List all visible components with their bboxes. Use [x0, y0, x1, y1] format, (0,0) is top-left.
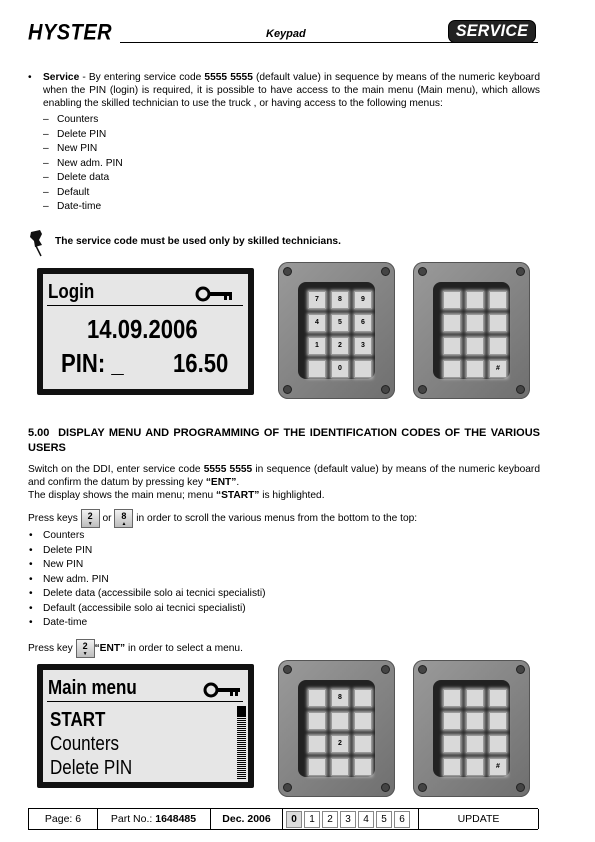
- lcd-menu-item-selected: START: [50, 709, 106, 731]
- keypad-key[interactable]: 4: [308, 314, 326, 332]
- screw-icon: [418, 783, 427, 792]
- keypad-key[interactable]: [443, 337, 461, 355]
- list-item: – Delete PIN: [43, 128, 123, 143]
- screw-icon: [381, 665, 390, 674]
- screw-icon: [418, 385, 427, 394]
- keypad-key[interactable]: [308, 758, 326, 776]
- keypad-key[interactable]: [354, 360, 372, 378]
- list-item: • Delete data (accessibile solo ai tecnici specialisti): [28, 587, 266, 602]
- section-heading: 5.00 DISPLAY MENU AND PROGRAMMING OF THE IDENTIFICATION CODES OF THE VARIOUS USERS: [28, 427, 540, 454]
- keypad-key[interactable]: [331, 758, 349, 776]
- update-number: 2: [322, 811, 338, 828]
- page-title: Keypad: [266, 28, 306, 40]
- screw-icon: [381, 783, 390, 792]
- keypad-key[interactable]: [466, 360, 484, 378]
- keypad-key[interactable]: [443, 689, 461, 707]
- lcd-title: Login: [48, 281, 95, 303]
- keypad-key[interactable]: [489, 337, 507, 355]
- service-paragraph: Service - By entering service code 5555 5555 (default value) in sequence by means of the numeric keyboard when the PIN (login) is required, it is possible to have access to the main menu (Main menu), which allows enabling the skilled technician to use the truck , or having access to the following menus:: [43, 72, 540, 109]
- footer-part-number: Part No.: 1648485: [97, 809, 211, 829]
- screw-icon: [283, 385, 292, 394]
- footer-update-label: UPDATE: [418, 809, 539, 829]
- keypad-key[interactable]: [308, 735, 326, 753]
- keypad-face: [433, 282, 510, 379]
- keypad-key[interactable]: 8: [331, 291, 349, 309]
- lcd-divider: [47, 701, 243, 702]
- keypad-key[interactable]: [443, 291, 461, 309]
- list-item: – Date-time: [43, 200, 123, 215]
- keypad-key[interactable]: [466, 758, 484, 776]
- screw-icon: [381, 267, 390, 276]
- keypad-key[interactable]: [489, 735, 507, 753]
- lcd-login-display: [37, 268, 254, 395]
- screw-icon: [283, 665, 292, 674]
- keypad-top-left: [278, 262, 395, 399]
- keypad-key[interactable]: [466, 314, 484, 332]
- footer: [28, 808, 538, 830]
- keypad-key[interactable]: 5: [331, 314, 349, 332]
- keypad-key[interactable]: [466, 735, 484, 753]
- keypad-key[interactable]: [354, 735, 372, 753]
- lcd-title: Main menu: [48, 677, 137, 699]
- update-number: 6: [394, 811, 410, 828]
- keypad-face: [298, 680, 375, 777]
- screw-icon: [516, 385, 525, 394]
- bullet-dot: •: [28, 72, 32, 83]
- update-number: 3: [340, 811, 356, 828]
- list-item: • Delete PIN: [28, 544, 266, 559]
- list-item: • New adm. PIN: [28, 573, 266, 588]
- list-item: • Default (accessibile solo ai tecnici specialisti): [28, 602, 266, 617]
- footer-update-numbers: [283, 809, 420, 829]
- keypad-key[interactable]: #: [489, 360, 507, 378]
- keypad-key[interactable]: [466, 712, 484, 730]
- lcd-divider: [47, 305, 243, 306]
- keypad-key[interactable]: 9: [354, 291, 372, 309]
- screw-icon: [516, 783, 525, 792]
- key-icon: [203, 680, 243, 700]
- list-item: • Date-time: [28, 616, 266, 631]
- keypad-key[interactable]: 2: [331, 337, 349, 355]
- lcd-menu-item: Counters: [50, 733, 119, 755]
- keypad-key[interactable]: [354, 689, 372, 707]
- list-item: – Counters: [43, 113, 123, 128]
- service-badge: SERVICE: [448, 20, 536, 43]
- service-menu-list: [43, 113, 123, 215]
- keypad-top-right: [413, 262, 530, 399]
- list-item: • New PIN: [28, 558, 266, 573]
- list-item: – Delete data: [43, 171, 123, 186]
- keypad-key[interactable]: [443, 314, 461, 332]
- lcd-date: 14.09.2006: [87, 314, 198, 344]
- press-key-ent-line: Press key 2 ▼ “ENT” in order to select a menu.: [28, 641, 243, 657]
- update-number: 1: [304, 811, 320, 828]
- keypad-key[interactable]: 3: [354, 337, 372, 355]
- keypad-bottom-right: [413, 660, 530, 797]
- screw-icon: [283, 267, 292, 276]
- list-item: – Default: [43, 186, 123, 201]
- lcd-main-menu-display: [37, 664, 254, 788]
- keypad-key[interactable]: [308, 360, 326, 378]
- update-number: 4: [358, 811, 374, 828]
- keypad-bottom-left: [278, 660, 395, 797]
- keypad-key[interactable]: [489, 291, 507, 309]
- update-number: 5: [376, 811, 392, 828]
- keypad-face: [433, 680, 510, 777]
- keypad-key[interactable]: [466, 337, 484, 355]
- keypad-key[interactable]: 1: [308, 337, 326, 355]
- keypad-key[interactable]: [443, 735, 461, 753]
- screw-icon: [418, 665, 427, 674]
- key-icon: [195, 284, 239, 304]
- keypad-key[interactable]: [443, 712, 461, 730]
- keypad-key[interactable]: [489, 314, 507, 332]
- hyster-logo: HYSTER: [28, 20, 113, 46]
- keypad-key[interactable]: [443, 360, 461, 378]
- screw-icon: [516, 267, 525, 276]
- key-2-icon: 2 ▼: [81, 509, 100, 528]
- keypad-key[interactable]: [489, 689, 507, 707]
- keypad-key[interactable]: #: [489, 758, 507, 776]
- keypad-key[interactable]: [308, 689, 326, 707]
- key-2-icon: 2 ▼: [76, 639, 95, 658]
- list-item: – New adm. PIN: [43, 157, 123, 172]
- keypad-key[interactable]: 6: [354, 314, 372, 332]
- screw-icon: [418, 267, 427, 276]
- screw-icon: [283, 783, 292, 792]
- footer-date: Dec. 2006: [211, 809, 283, 829]
- keypad-face: [298, 282, 375, 379]
- keypad-key[interactable]: [331, 712, 349, 730]
- keypad-key[interactable]: [354, 712, 372, 730]
- list-item: – New PIN: [43, 142, 123, 157]
- warning-note: The service code must be used only by skilled technicians.: [55, 236, 341, 247]
- keypad-key[interactable]: [466, 291, 484, 309]
- user-menu-list: [28, 529, 266, 631]
- intro-paragraph: Switch on the DDI, enter service code 5555 5555 in sequence (default value) by means of the numeric keyboard and confirm the datum by pressing key “ENT”. The display shows the main menu; menu “START” is highlighted.: [28, 464, 540, 501]
- lcd-pin-label: PIN: _: [61, 348, 124, 378]
- keypad-key[interactable]: 7: [308, 291, 326, 309]
- list-item: • Counters: [28, 529, 266, 544]
- keypad-key[interactable]: 2: [331, 735, 349, 753]
- keypad-key[interactable]: [443, 758, 461, 776]
- press-keys-line: Press keys 2 ▼ or 8 ▲ in order to scroll the various menus from the bottom to the top:: [28, 511, 418, 527]
- keypad-key[interactable]: 8: [331, 689, 349, 707]
- keypad-key[interactable]: [466, 689, 484, 707]
- keypad-key[interactable]: [354, 758, 372, 776]
- pushpin-icon: [28, 229, 48, 257]
- footer-page: Page: 6: [28, 809, 98, 829]
- key-8-icon: 8 ▲: [114, 509, 133, 528]
- keypad-key[interactable]: [308, 712, 326, 730]
- keypad-key[interactable]: 0: [331, 360, 349, 378]
- lcd-menu-item: Delete PIN: [50, 757, 133, 779]
- screw-icon: [516, 665, 525, 674]
- lcd-scrollbar: [237, 706, 246, 780]
- lcd-time: 16.50: [173, 348, 229, 378]
- update-number: 0: [286, 811, 302, 828]
- screw-icon: [381, 385, 390, 394]
- keypad-key[interactable]: [489, 712, 507, 730]
